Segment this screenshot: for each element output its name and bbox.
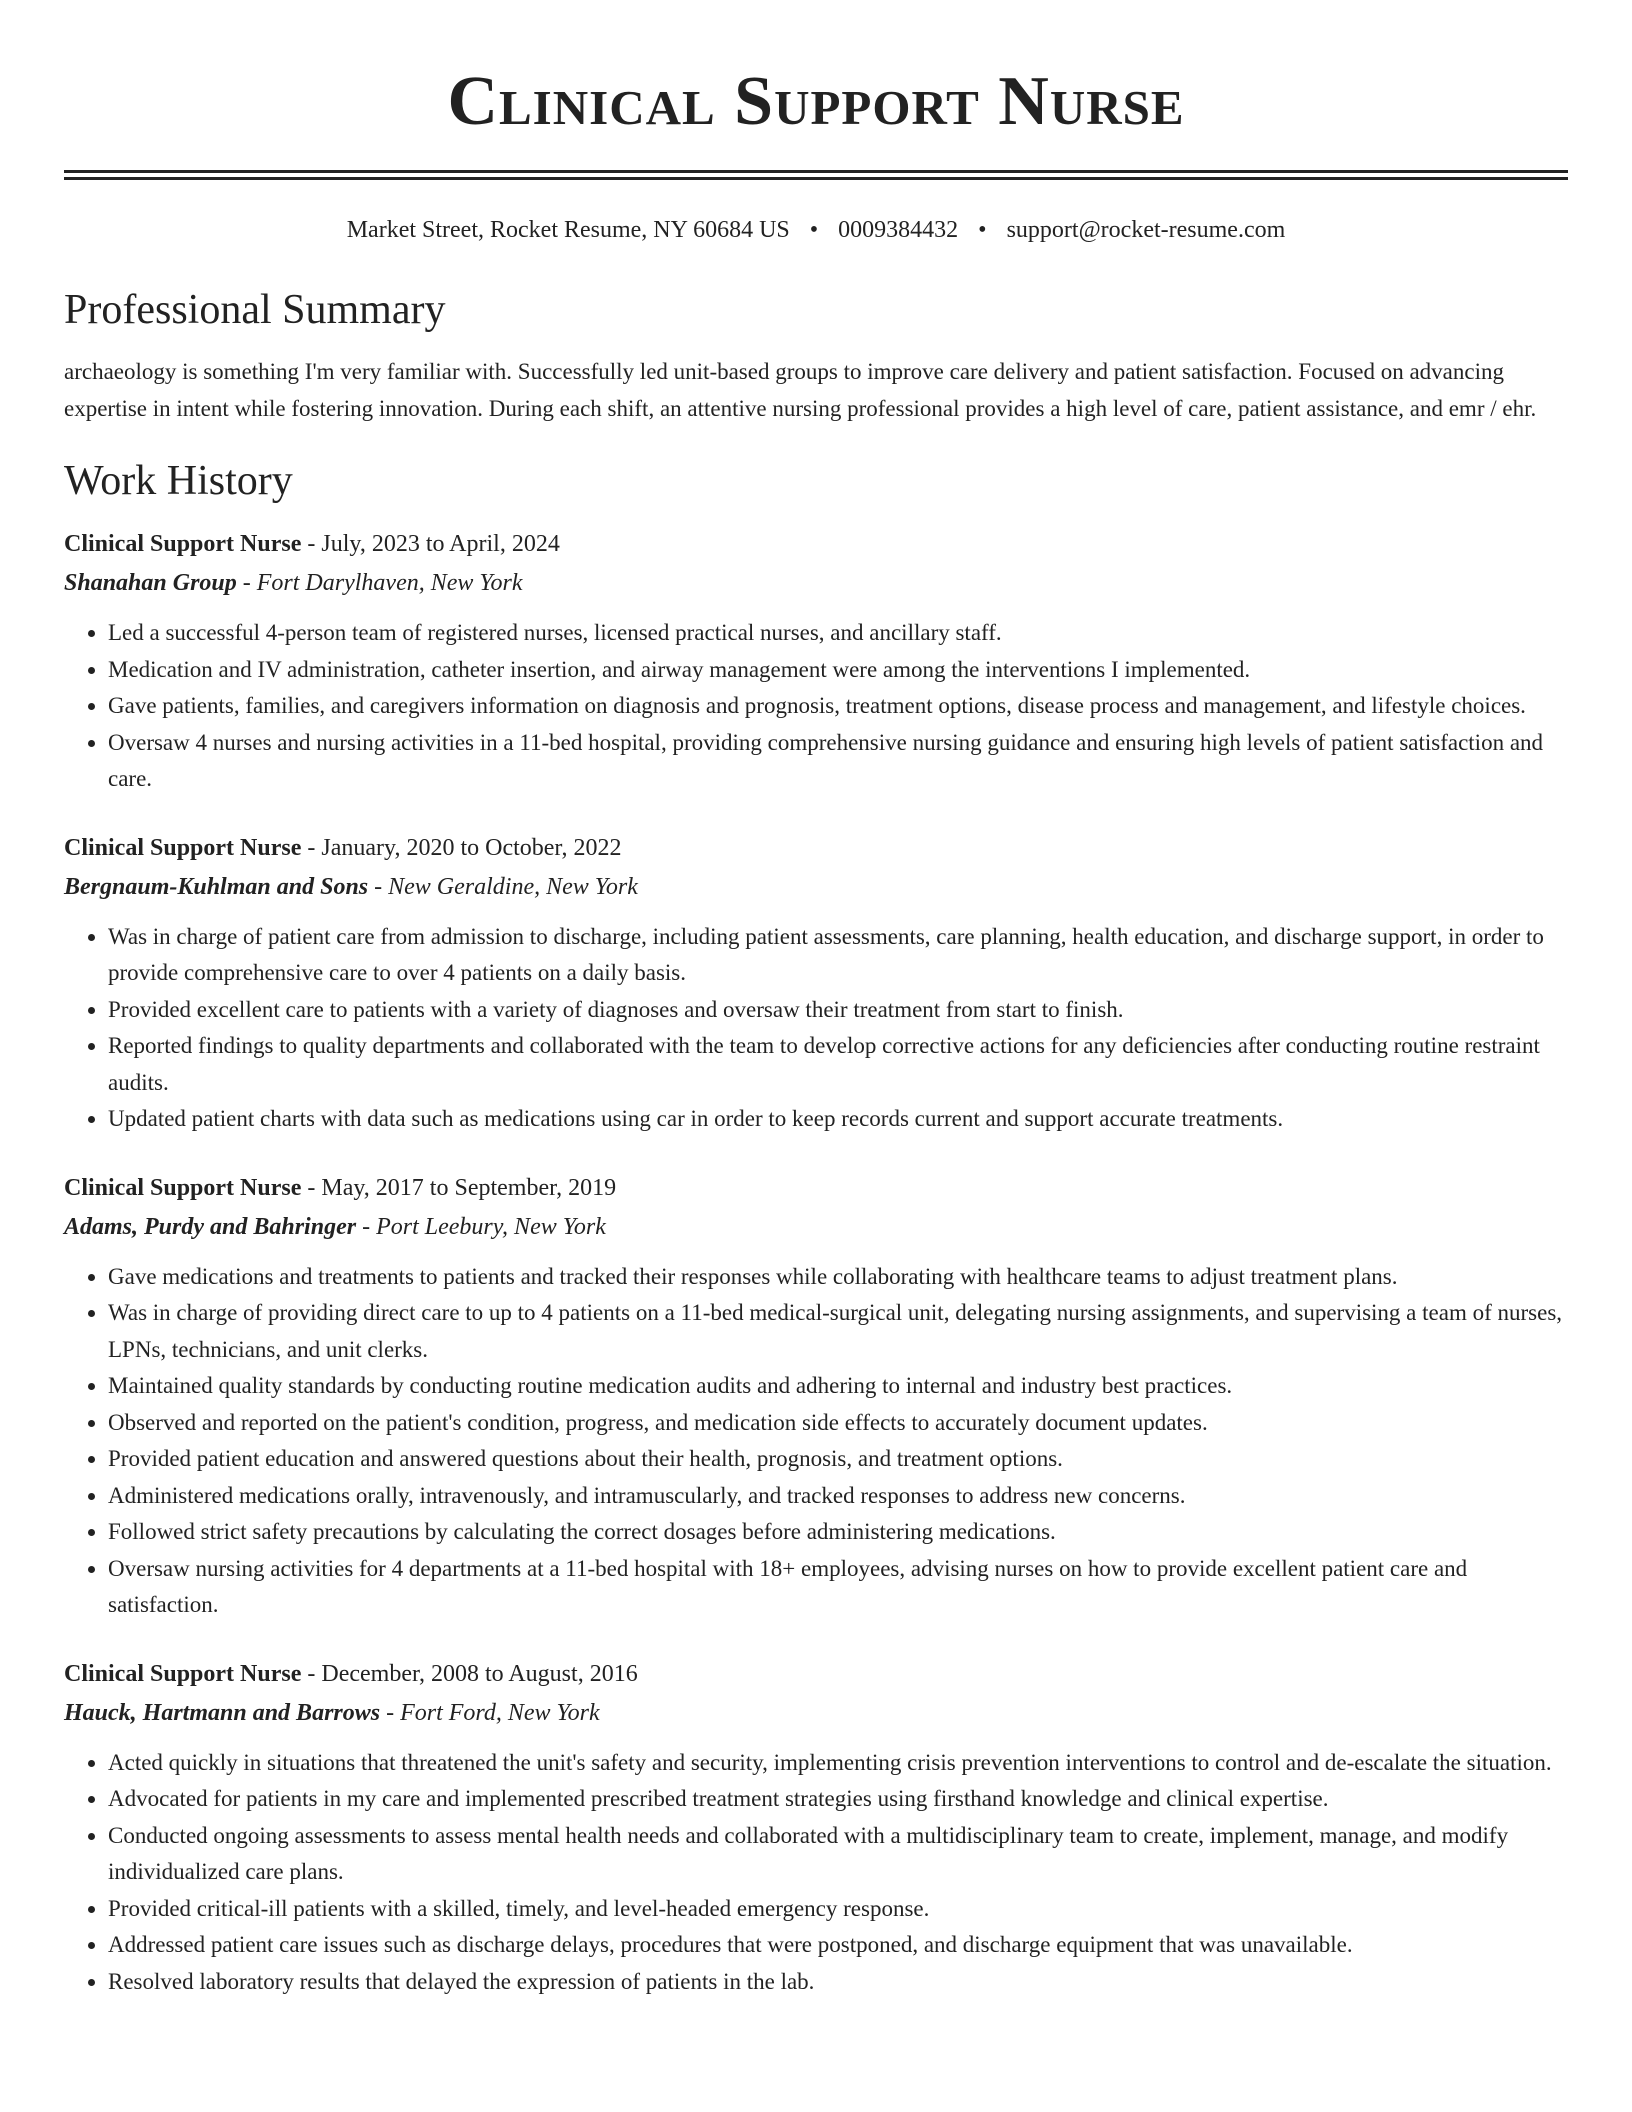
job-entry	[64, 525, 1568, 798]
bullet-separator: •	[978, 217, 987, 243]
duty-item: • Acted quickly in situations that threatened the unit's safety and security, implementing crisis prevention interventions to control and de-escalate the situation.	[108, 1745, 1568, 1782]
contact-line	[64, 214, 1568, 246]
duty-item: • Gave medications and treatments to patients and tracked their responses while collaborating with healthcare teams to adjust treatment plans.	[108, 1259, 1568, 1296]
duty-item: • Resolved laboratory results that delayed the expression of patients in the lab.	[108, 1964, 1568, 2001]
duty-item: • Updated patient charts with data such as medications using car in order to keep records current and support accurate treatments.	[108, 1101, 1568, 1138]
job-role: Clinical Support Nurse	[64, 531, 302, 557]
duty-item: • Reported findings to quality departments and collaborated with the team to develop corrective actions for any deficiencies after conducting routine restraint audits.	[108, 1028, 1568, 1101]
job-title-line	[64, 1169, 1568, 1208]
duty-item: • Addressed patient care issues such as discharge delays, procedures that were postponed, and discharge equipment that was unavailable.	[108, 1927, 1568, 1964]
job-location: - Port Leebury, New York	[356, 1213, 606, 1240]
job-company: Hauck, Hartmann and Barrows	[64, 1699, 381, 1726]
job-dates: - January, 2020 to October, 2022	[301, 834, 622, 861]
job-entry	[64, 829, 1568, 1138]
duty-item: • Was in charge of patient care from admission to discharge, including patient assessments, care planning, health education, and discharge support, in order to provide comprehensive care to over 4 patients on a daily basis.	[108, 919, 1568, 992]
title-double-rule	[64, 170, 1568, 180]
job-duties-list	[64, 1259, 1568, 1624]
job-dates: - May, 2017 to September, 2019	[301, 1174, 617, 1201]
job-role: Clinical Support Nurse	[64, 1174, 302, 1201]
job-duties-list	[64, 615, 1568, 798]
job-company: Shanahan Group	[64, 570, 237, 596]
duty-item: • Followed strict safety precautions by calculating the correct dosages before administering medications.	[108, 1514, 1568, 1551]
contact-address: Market Street, Rocket Resume, NY 60684 US	[346, 217, 790, 243]
work-history-heading: Work History	[64, 458, 293, 504]
job-entry	[64, 1655, 1568, 2001]
duty-item: • Observed and reported on the patient's condition, progress, and medication side effects to accurately document updates.	[108, 1405, 1568, 1442]
duty-item: • Oversaw nursing activities for 4 departments at a 11-bed hospital with 18+ employees, advising nurses on how to provide excellent patient care and satisfaction.	[108, 1551, 1568, 1624]
duty-item: • Provided critical-ill patients with a skilled, timely, and level-headed emergency response.	[108, 1891, 1568, 1928]
duty-item: • Maintained quality standards by conducting routine medication audits and adhering to internal and industry best practices.	[108, 1368, 1568, 1405]
duty-item: • Gave patients, families, and caregivers information on diagnosis and prognosis, treatment options, disease process and management, and lifestyle choices.	[108, 688, 1568, 725]
job-company-line	[64, 1208, 1568, 1247]
summary-heading: Professional Summary	[64, 287, 446, 333]
job-location: - Fort Darylhaven, New York	[236, 570, 523, 596]
bullet-separator: •	[809, 217, 819, 243]
duty-item: • Provided patient education and answered questions about their health, prognosis, and treatment options.	[108, 1441, 1568, 1478]
duty-item: • Was in charge of providing direct care to up to 4 patients on a 11-bed medical-surgical unit, delegating nursing assignments, and supervising a team of nurses, LPNs, technicians, and unit clerks.	[108, 1295, 1568, 1368]
duty-item: • Medication and IV administration, catheter insertion, and airway management were among the interventions I implemented.	[108, 652, 1568, 689]
job-duties-list	[64, 1745, 1568, 2001]
job-location: - New Geraldine, New York	[368, 873, 638, 900]
resume-page	[64, 0, 1568, 2000]
contact-email: support@rocket-resume.com	[1006, 217, 1286, 243]
duty-item: • Administered medications orally, intravenously, and intramuscularly, and tracked responses to address new concerns.	[108, 1478, 1568, 1515]
job-entry	[64, 1169, 1568, 1624]
resume-title: Clinical Support Nurse	[447, 63, 1185, 140]
duty-item: • Advocated for patients in my care and implemented prescribed treatment strategies using firsthand knowledge and clinical expertise.	[108, 1781, 1568, 1818]
job-role: Clinical Support Nurse	[64, 834, 302, 861]
summary-text: archaeology is something I'm very familiar with. Successfully led unit-based groups to improve care delivery and patient satisfaction. Focused on advancing expertise in intent while fostering innovation. During each shift, an attentive nursing professional provides a high level of care, patient assistance, and emr / ehr.	[64, 359, 1537, 421]
job-dates: - December, 2008 to August, 2016	[301, 1660, 638, 1687]
job-role: Clinical Support Nurse	[64, 1660, 302, 1687]
duty-item: • Provided excellent care to patients with a variety of diagnoses and oversaw their treatment from start to finish.	[108, 992, 1568, 1029]
job-company: Adams, Purdy and Bahringer	[64, 1213, 357, 1240]
job-company-line	[64, 564, 1568, 603]
job-title-line	[64, 1655, 1568, 1694]
duty-item: • Conducted ongoing assessments to assess mental health needs and collaborated with a multidisciplinary team to create, implement, manage, and modify individualized care plans.	[108, 1818, 1568, 1891]
job-title-line	[64, 829, 1568, 868]
job-duties-list	[64, 919, 1568, 1138]
job-location: - Fort Ford, New York	[380, 1699, 600, 1726]
duty-item: • Oversaw 4 nurses and nursing activities in a 11-bed hospital, providing comprehensive nursing guidance and ensuring high levels of patient satisfaction and care.	[108, 725, 1568, 798]
job-company-line	[64, 1694, 1568, 1733]
job-company-line	[64, 868, 1568, 907]
duty-item: • Led a successful 4-person team of registered nurses, licensed practical nurses, and ancillary staff.	[108, 615, 1568, 652]
job-dates: - July, 2023 to April, 2024	[301, 531, 560, 557]
contact-phone: 0009384432	[838, 217, 959, 243]
job-title-line	[64, 525, 1568, 564]
job-company: Bergnaum-Kuhlman and Sons	[64, 873, 369, 900]
